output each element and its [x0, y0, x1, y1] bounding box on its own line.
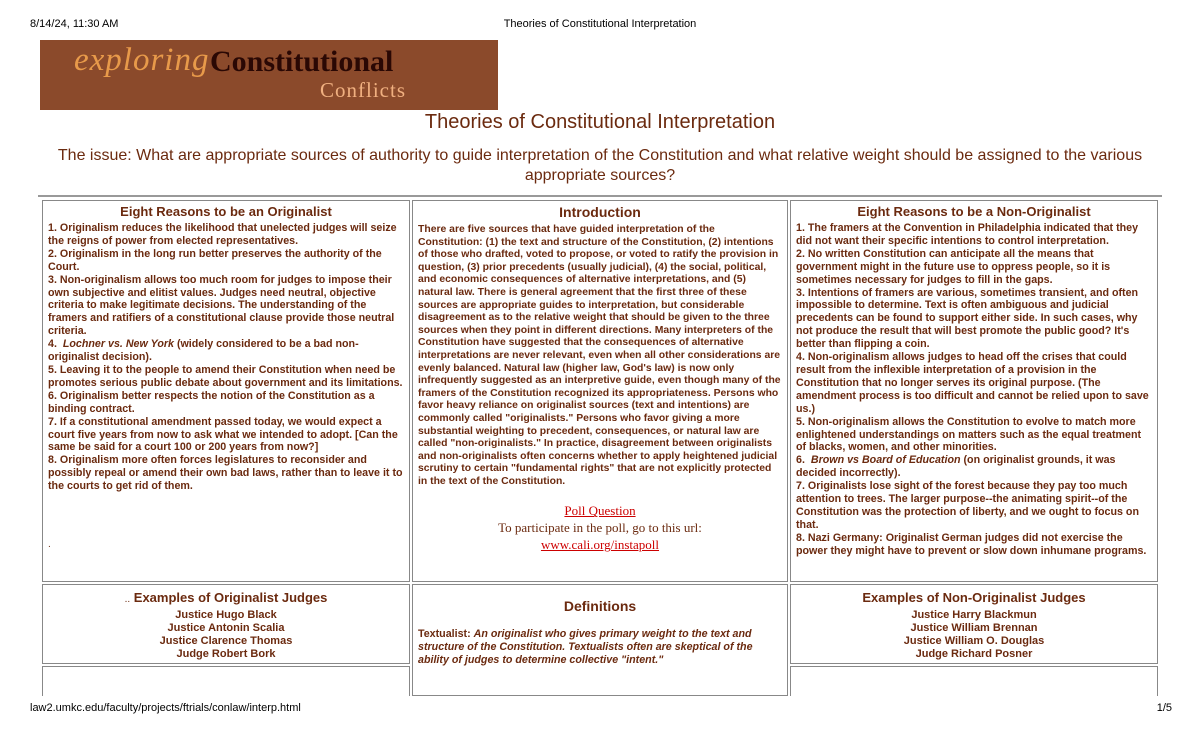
list-item: 8. Originalism more often forces legislatures to reconsider and possibly repeal or amend their own bad laws, rather than to leave it to the courts to get rid of them. [48, 454, 403, 493]
banner-exploring: exploring [74, 42, 210, 78]
originalist-heading: Eight Reasons to be an Originalist [120, 204, 332, 219]
poll-url-link[interactable]: www.cali.org/instapoll [540, 537, 660, 553]
empty-cell [42, 666, 410, 696]
print-page-title: Theories of Constitutional Interpretation [503, 18, 697, 30]
originalist-reasons-panel [42, 200, 410, 582]
introduction-heading: Introduction [559, 204, 641, 220]
list-item: Justice Antonin Scalia [167, 622, 285, 634]
list-item: 1. Originalism reduces the likelihood that unelected judges will seize the reigns of power from elected representatives. [48, 222, 397, 247]
banner-constitutional: Constitutional [210, 45, 394, 78]
list-item: 8. Nazi Germany: Originalist German judges did not exercise the power they might have to prevent or slow down inhumane programs. [796, 531, 1147, 557]
list-item: Justice Hugo Black [175, 609, 277, 621]
list-item: 2. No written Constitution can anticipate all the means that government might in the future use to oppress people, so it is sometimes necessary for judges to fill in the gaps. [796, 247, 1111, 286]
originalist-judges-list [48, 609, 404, 661]
list-item [48, 338, 404, 364]
list-item: 6. Originalism better respects the notion of the Constitution as a binding contract. [48, 389, 375, 415]
introduction-panel [412, 200, 788, 582]
list-item [796, 454, 1152, 480]
poll-question-link[interactable]: Poll Question [564, 503, 636, 519]
list-item: 3. Non-originalism allows too much room for judges to impose their own subjective and elitist values. Judges need neutral, objective criteria to make legitimate decisions. The understanding of the framers and ratifiers of a constitutional clause provide those neutral criteria. [48, 273, 395, 338]
heading-prefix: .. [124, 594, 131, 605]
definition-textualist [418, 628, 782, 667]
list-item: Justice Clarence Thomas [159, 635, 293, 647]
list-item: 2. Originalism in the long run better preserves the authority of the Court. [48, 247, 382, 273]
case-name: Lochner vs. New York [62, 338, 174, 351]
non-originalist-heading: Eight Reasons to be a Non-Originalist [857, 204, 1091, 219]
introduction-text: There are five sources that have guided interpretation of the Constitution: (1) the text and structure of the Constitution, (2) intentions of those who drafted, voted to propose, or voted to ratify the provision in question, (3) prior precedents (usually judicial), (4) the social, political, and economic consequences of alternative interpretations, and (5) natural law. There is general agreement that the first three of these sources are appropriate guides to interpretation, but considerable disagreement as to the relative weight that should be given to the three sources when they point in different directions. Many interpreters of the Constitution have suggested that the consequences of alternative interpretations are never relevant, even when all other considerations are evenly balanced. Natural law (higher law, God's law) is now only infrequently suggested as an interpretive guide, even though many of the framers of the Constitution recognized its appropriateness. Persons who favor heavy reliance on originalist sources (text and intentions) are commonly called "originalists." Persons who favor giving a more substantial weighting to precedent, consequences, or natural law are called "non-originalists." In practice, disagreement between originalists and non-originalists often concerns whether to apply heightened judicial scrutiny to certain "fundamental rights" that are not explicitly protected in the text of the Constitution. [418, 224, 781, 487]
heading-text: Examples of Originalist Judges [133, 590, 328, 605]
list-item: Judge Richard Posner [915, 648, 1033, 660]
print-url: law2.umkc.edu/faculty/projects/ftrials/conlaw/interp.html [30, 702, 301, 714]
definition-term: Textualist: [418, 628, 471, 640]
poll-section [418, 502, 782, 553]
poll-instruction: To participate in the poll, go to this url: [498, 520, 702, 536]
list-item: Judge Robert Bork [176, 648, 276, 660]
divider [38, 195, 1162, 197]
originalist-judges-panel [42, 584, 410, 664]
list-item: 5. Non-originalism allows the Constitution to evolve to match more enlightened understandings on matters such as the equal treatment of blacks, women, and other minorities. [796, 415, 1142, 454]
empty-cell [790, 666, 1158, 696]
originalist-judges-heading [48, 590, 404, 605]
list-item: 5. Leaving it to the people to amend their Constitution when need be promotes serious public debate about government and its limitations. [48, 363, 403, 389]
list-item: 4. Non-originalism allows judges to head off the crises that could result from the inflexible interpretation of a provision in the Constitution that no longer serves its original purpose. (The amendment process is too difficult and cannot be relied upon to save us.) [796, 351, 1149, 415]
non-originalist-judges-list [796, 609, 1152, 661]
print-datetime: 8/14/24, 11:30 AM [30, 18, 119, 30]
definition-text: An originalist who gives primary weight to the text and structure of the Constitution. Textualists often are skeptical of the ability of judges to determine collective "intent." [418, 628, 753, 666]
non-originalist-judges-panel [790, 584, 1158, 664]
definitions-heading: Definitions [563, 598, 637, 614]
list-item: Justice William Brennan [910, 622, 1038, 634]
list-item: Justice William O. Douglas [903, 635, 1045, 647]
banner-logo [40, 40, 498, 110]
page-title: Theories of Constitutional Interpretation [424, 111, 776, 133]
list-item: 7. If a constitutional amendment passed today, we would expect a court five years from now to ask what we intended to adopt. [Can the same be said for a court 100 or 200 years from now?] [48, 415, 398, 454]
issue-statement: The issue: What are appropriate sources of authority to guide interpretation of the Constitution and what relative weight should be assigned to the various appropriate sources? [57, 147, 1143, 184]
list-item: 1. The framers at the Convention in Philadelphia indicated that they did not want their specific intentions to control interpretation. [796, 222, 1139, 247]
list-item: Justice Harry Blackmun [911, 609, 1037, 621]
originalist-list [48, 222, 404, 493]
trailing-dot: . [48, 539, 51, 551]
list-item: 3. Intentions of framers are various, sometimes transient, and often impossible to determine. Text is often ambiguous and judicial precedents can be found to support either side. In such cases, why not produce the result that will best promote the public good? It's better than flipping a coin. [796, 286, 1139, 351]
item-number: 6. [796, 454, 805, 467]
non-originalist-reasons-panel [790, 200, 1158, 582]
banner-conflicts: Conflicts [320, 78, 406, 102]
non-originalist-judges-heading: Examples of Non-Originalist Judges [862, 590, 1086, 605]
definitions-panel [412, 584, 788, 696]
item-number: 4. [48, 338, 57, 351]
non-originalist-list [796, 222, 1152, 558]
item-text: (on originalist grounds, it was decided incorrectly). [796, 454, 1116, 480]
item-text: (widely considered to be a bad non-originalist decision). [48, 338, 359, 364]
list-item: 7. Originalists lose sight of the forest because they pay too much attention to trees. The larger purpose--the animating spirit--of the Constitution was the protection of liberty, and we ought to focus on that. [796, 480, 1139, 531]
case-name: Brown vs Board of Education [810, 454, 961, 467]
print-page-number: 1/5 [1156, 702, 1172, 714]
